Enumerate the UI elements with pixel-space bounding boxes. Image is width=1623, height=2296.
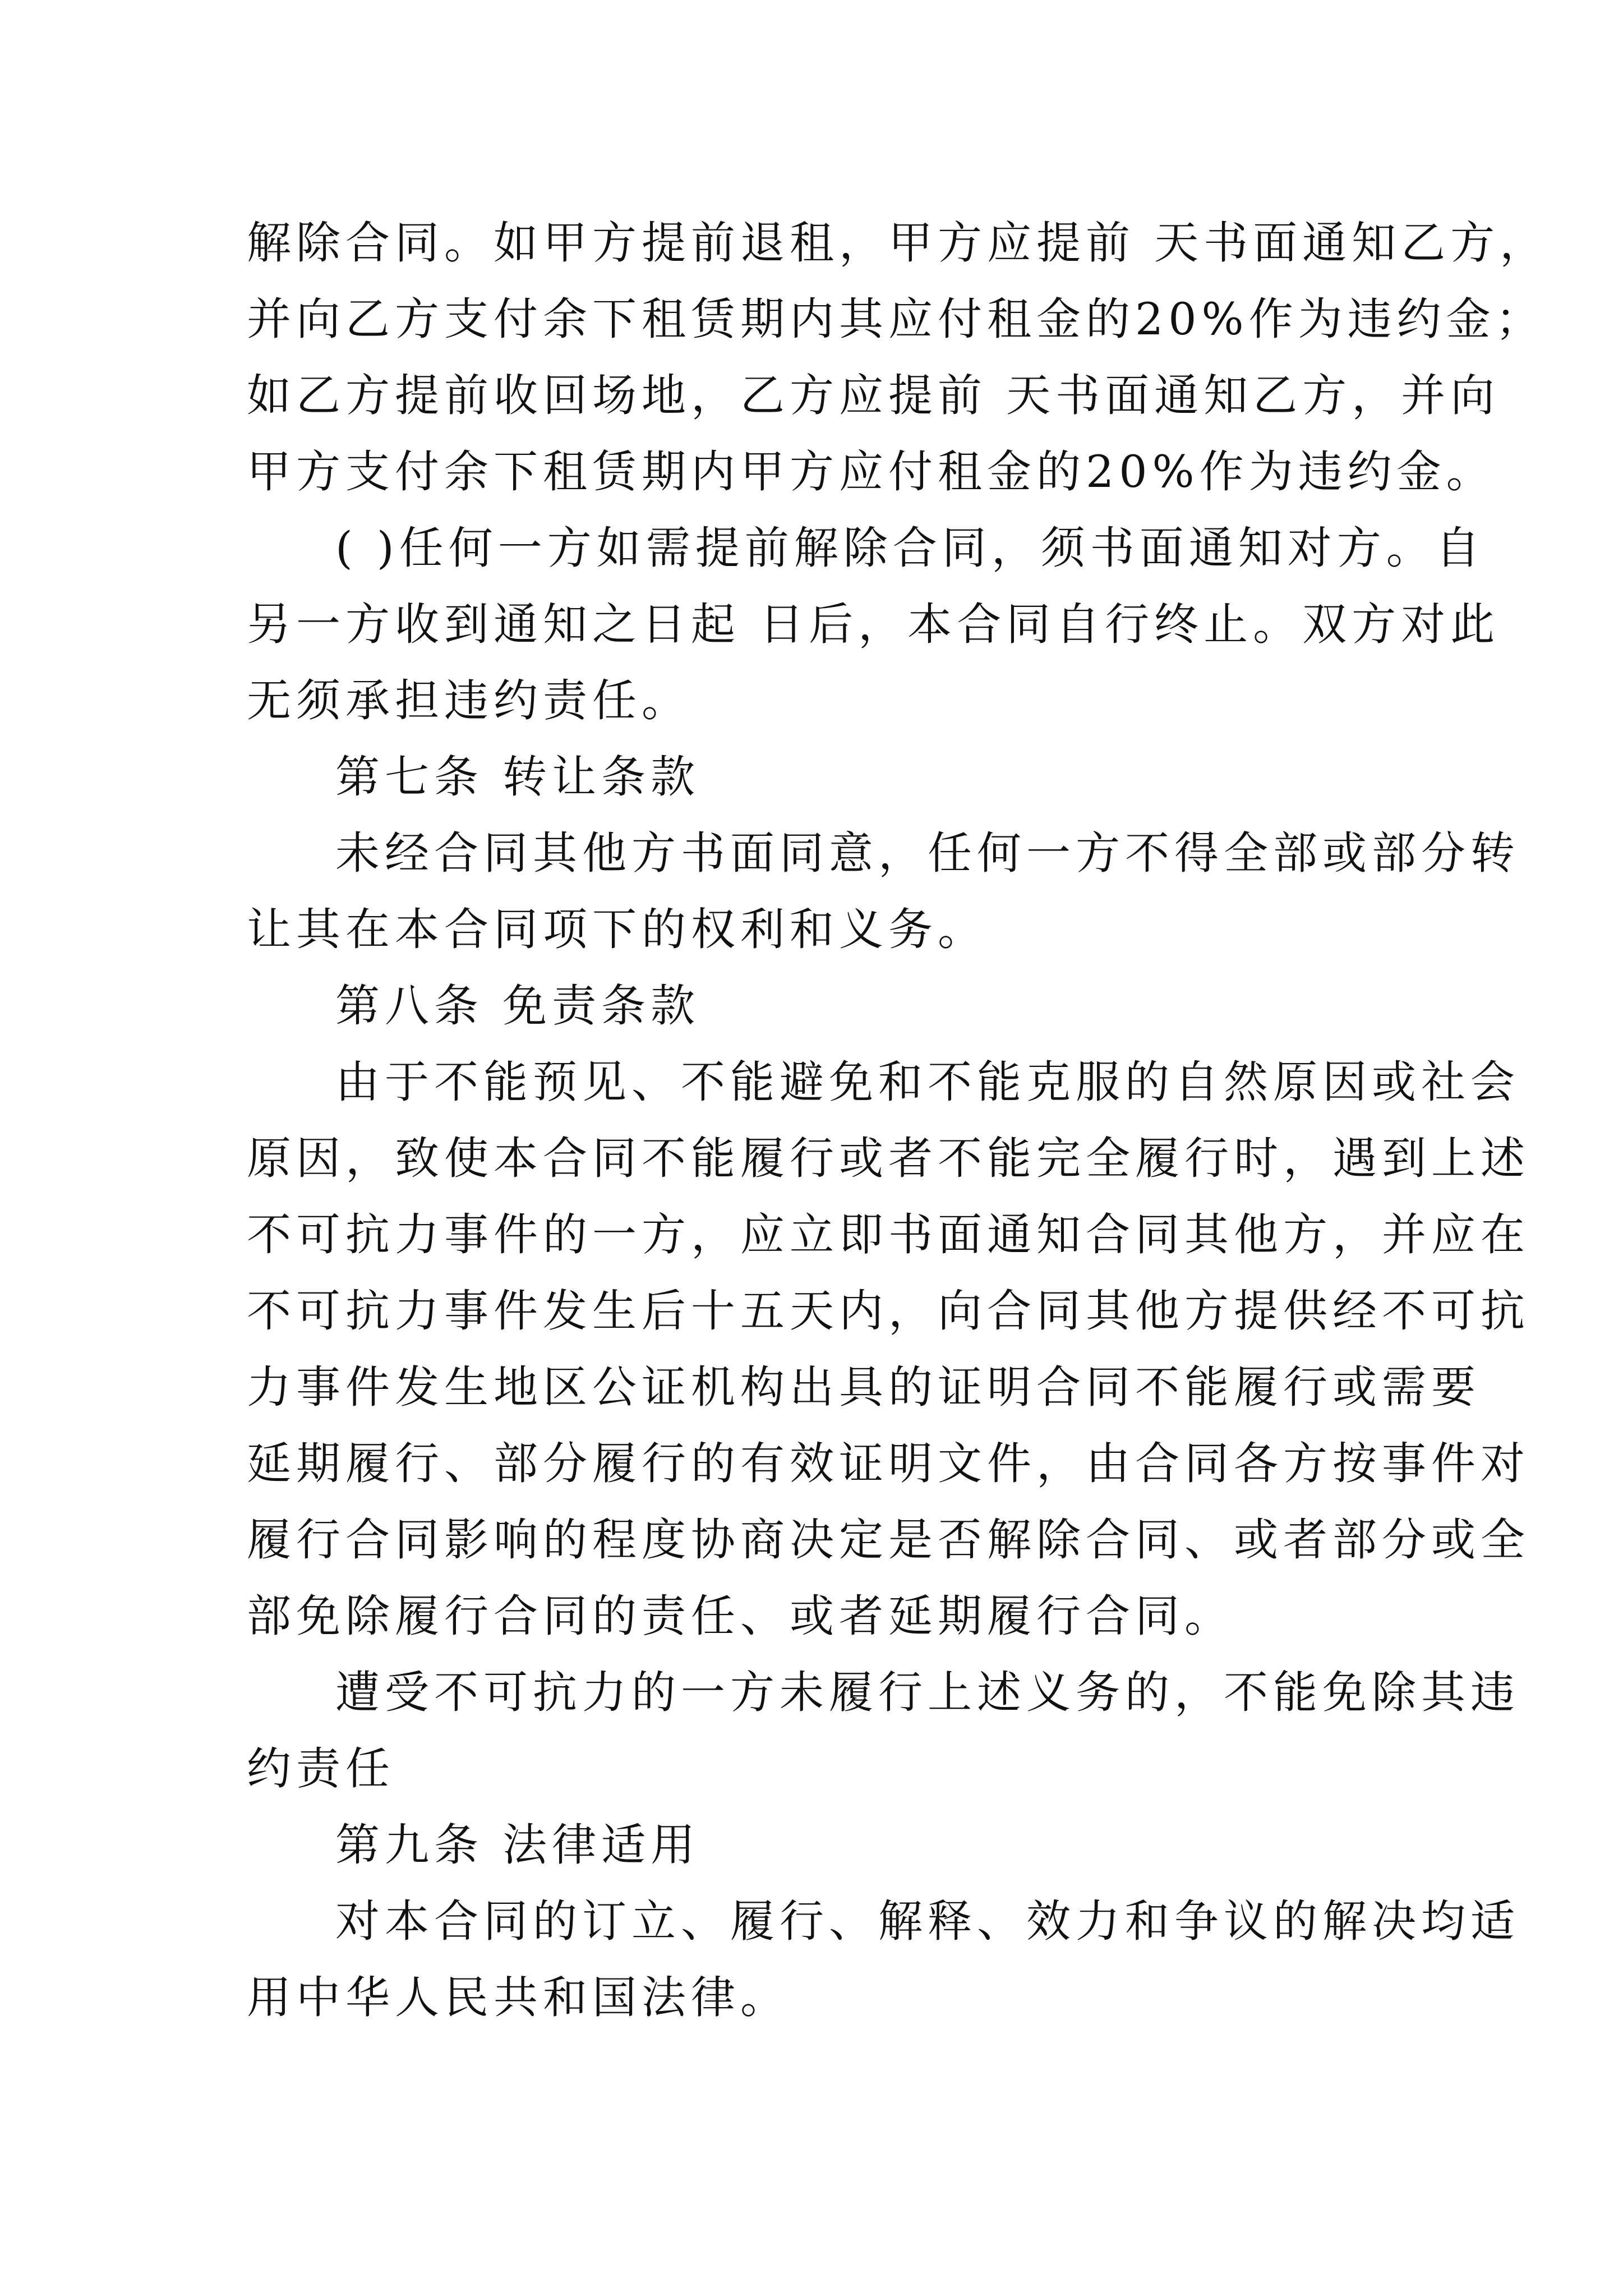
paragraph-line: 未经合同其他方书面同意，任何一方不得全部或部分转 xyxy=(335,827,1520,879)
paragraph-line: 让其在本合同项下的权利和义务。 xyxy=(247,904,987,955)
section-heading-article-7: 第七条 转让条款 xyxy=(335,751,700,803)
paragraph-line: 如乙方提前收回场地，乙方应提前 天书面通知乙方，并向 xyxy=(247,370,1500,421)
paragraph-line: 并向乙方支付余下租赁期内其应付租金的20%作为违约金； xyxy=(247,293,1545,345)
paragraph-line: 用中华人民共和国法律。 xyxy=(247,1972,790,2023)
paragraph-line: 履行合同影响的程度协商决定是否解除合同、或者部分或全 xyxy=(247,1514,1530,1566)
paragraph-line: 约责任 xyxy=(247,1743,395,1795)
paragraph-line: 部免除履行合同的责任、或者延期履行合同。 xyxy=(247,1590,1234,1642)
paragraph-line: 解除合同。如甲方提前退租，甲方应提前 天书面通知乙方， xyxy=(247,217,1550,269)
paragraph-line: 无须承担违约责任。 xyxy=(247,675,691,726)
paragraph-line: 由于不能预见、不能避免和不能克服的自然原因或社会 xyxy=(335,1056,1520,1108)
section-heading-article-9: 第九条 法律适用 xyxy=(335,1819,700,1871)
paragraph-line: 遭受不可抗力的一方未履行上述义务的，不能免除其违 xyxy=(335,1667,1520,1718)
paragraph-line: 延期履行、部分履行的有效证明文件，由合同各方按事件对 xyxy=(247,1438,1530,1489)
paragraph-line: 另一方收到通知之日起 日后，本合同自行终止。双方对此 xyxy=(247,599,1500,650)
paragraph-line: 力事件发生地区公证机构出具的证明合同不能履行或需要 xyxy=(247,1361,1481,1413)
paragraph-line: 甲方支付余下租赁期内甲方应付租金的20%作为违约金。 xyxy=(247,446,1496,498)
contract-body xyxy=(247,205,1550,2036)
paragraph-line: 不可抗力事件的一方，应立即书面通知合同其他方，并应在 xyxy=(247,1209,1530,1260)
paragraph-line: ( )任何一方如需提前解除合同，须书面通知对方。自 xyxy=(335,522,1485,574)
paragraph-line: 对本合同的订立、履行、解释、效力和争议的解决均适 xyxy=(335,1895,1520,1947)
section-heading-article-8: 第八条 免责条款 xyxy=(335,980,700,1032)
paragraph-line: 不可抗力事件发生后十五天内，向合同其他方提供经不可抗 xyxy=(247,1285,1530,1337)
paragraph-line: 原因，致使本合同不能履行或者不能完全履行时，遇到上述 xyxy=(247,1133,1530,1184)
